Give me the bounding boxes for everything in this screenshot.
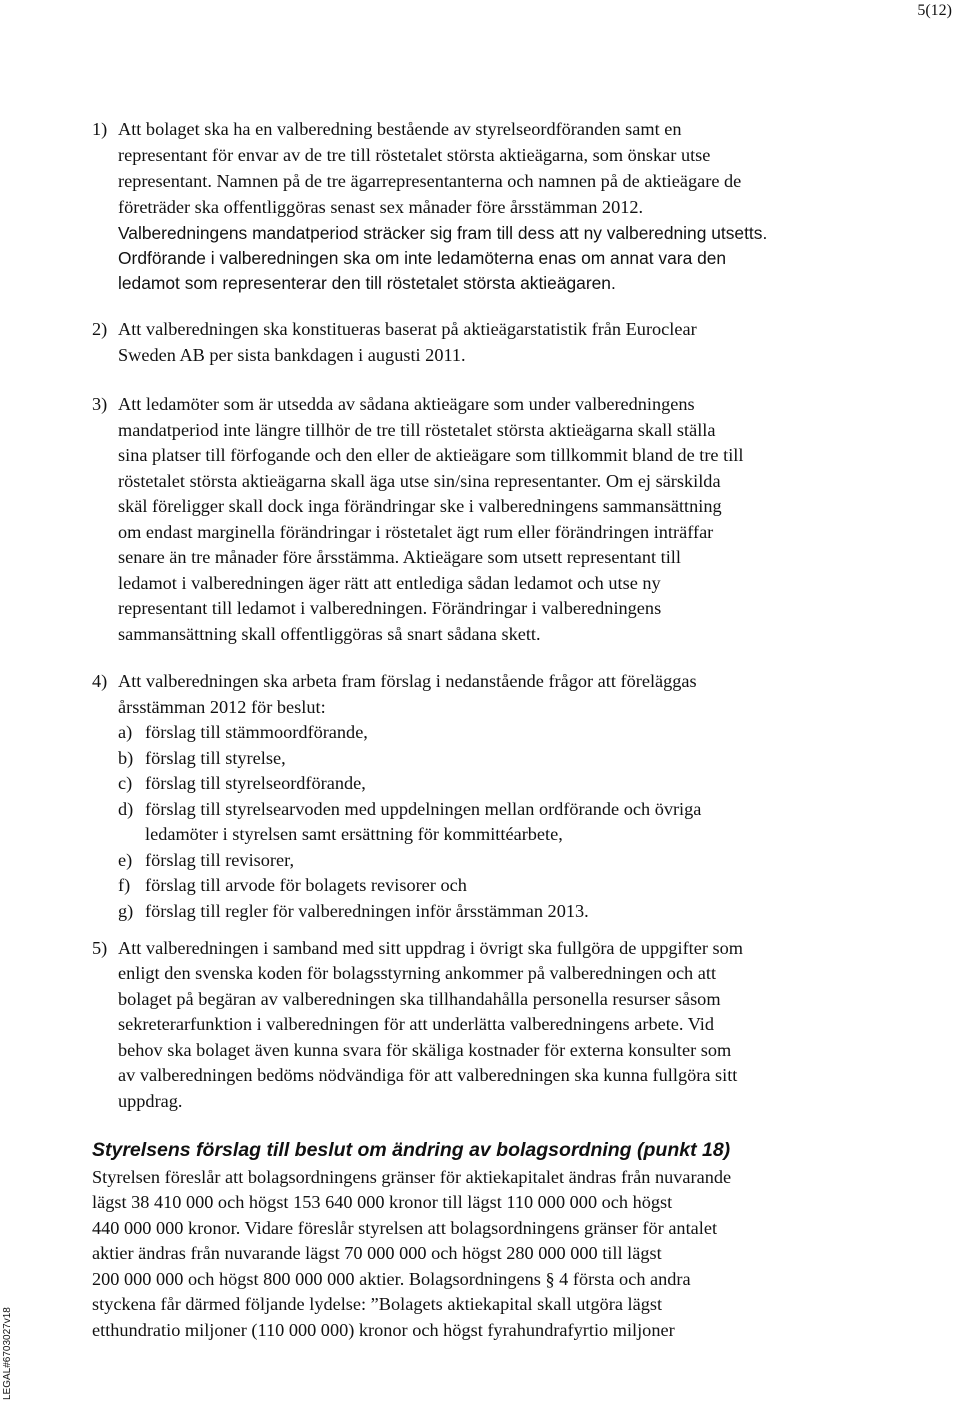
item-line: Att bolaget ska ha en valberedning bestående av styrelseordföranden samt en (118, 119, 682, 139)
item-line: ledamot i valberedningen äger rätt att entlediga sådan ledamot och utse ny (118, 573, 661, 593)
paragraph-line: lägst 38 410 000 och högst 153 640 000 kronor till lägst 110 000 000 och högst (92, 1192, 673, 1212)
item-number: 1) (92, 119, 108, 139)
sub-item-text: ledamöter i styrelsen samt ersättning för kommittéarbete, (145, 824, 563, 844)
paragraph-line: etthundratio miljoner (110 000 000) kronor och högst fyrahundrafyrtio miljoner (92, 1320, 675, 1340)
item-line: Att valberedningen ska konstitueras baserat på aktieägarstatistik från Euroclear (118, 319, 697, 339)
paragraph-line: Styrelsen föreslår att bolagsordningens gränser för aktiekapitalet ändras från nuvarande (92, 1167, 732, 1187)
item-line: Att ledamöter som är utsedda av sådana aktieägare som under valberedningens (118, 394, 695, 414)
paragraph-line: 440 000 000 kronor. Vidare föreslår styrelsen att bolagsordningens gränser för antalet (92, 1218, 718, 1238)
item-line: sammansättning skall offentliggöras så snart sådana skett. (118, 624, 541, 644)
item-line: av valberedningen bedöms nödvändiga för att valberedningen ska kunna fullgöra sitt (118, 1065, 738, 1085)
sub-item-letter: b) (118, 748, 134, 768)
item-line: Sweden AB per sista bankdagen i augusti 2011. (118, 345, 466, 365)
paragraph-line: styckena får därmed följande lydelse: ”Bolagets aktiekapital skall utgöra lägst (92, 1294, 663, 1314)
paragraph-line: 200 000 000 och högst 800 000 000 aktier. Bolagsordningens § 4 första och andra (92, 1269, 691, 1289)
sub-item-letter: a) (118, 722, 133, 742)
sub-item-letter: c) (118, 773, 133, 793)
sub-item-letter: e) (118, 850, 133, 870)
sub-item-letter: g) (118, 901, 134, 921)
item-line: Valberedningens mandatperiod sträcker sig fram till dess att ny valberedning utsetts. (118, 223, 768, 243)
item-line: sina platser till förfogande och den eller de aktieägare som tillkommit bland de tre till (118, 445, 744, 465)
sub-item-text: förslag till styrelse, (145, 748, 286, 768)
paragraph-line: aktier ändras från nuvarande lägst 70 000 000 och högst 280 000 000 till lägst (92, 1243, 662, 1263)
item-line: behov ska bolaget även kunna svara för skäliga kostnader för externa konsulter som (118, 1040, 732, 1060)
item-line: senare än tre månader före årsstämma. Aktieägare som utsett representant till (118, 547, 681, 567)
page-number: 5(12) (917, 2, 952, 19)
sub-item-text: förslag till arvode för bolagets revisorer och (145, 875, 467, 895)
item-line: representant för envar av de tre till röstetalet största aktieägarna, som önskar utse (118, 145, 711, 165)
item-line: ledamot som representerar den till röstetalet största aktieägaren. (118, 273, 616, 293)
side-reference: LEGAL#6703027v18 (2, 1307, 13, 1400)
item-line: Att valberedningen i samband med sitt uppdrag i övrigt ska fullgöra de uppgifter som (118, 938, 743, 958)
item-line: uppdrag. (118, 1091, 183, 1111)
item-number: 2) (92, 319, 108, 339)
sub-item-text: förslag till revisorer, (145, 850, 295, 870)
item-line: representant till ledamot i valberedningen. Förändringar i valberedningens (118, 598, 662, 618)
item-line: skäl föreligger skall dock inga förändringar ske i valberedningens sammansättning (118, 496, 722, 516)
item-line: representant. Namnen på de tre ägarrepresentanterna och namnen på de aktieägare de (118, 171, 742, 191)
sub-item-text: förslag till styrelsearvoden med uppdelningen mellan ordförande och övriga (145, 799, 702, 819)
item-number: 3) (92, 394, 108, 414)
sub-item-letter: f) (118, 875, 131, 895)
item-line: om endast marginella förändringar i röstetalet ägt rum eller förändringen inträffar (118, 522, 714, 542)
item-line: mandatperiod inte längre tillhör de tre till röstetalet största aktieägarna skall ställa (118, 420, 716, 440)
sub-item-text: förslag till stämmoordförande, (145, 722, 368, 742)
section-heading: Styrelsens förslag till beslut om ändring av bolagsordning (punkt 18) (92, 1139, 731, 1161)
sub-item-text: förslag till regler för valberedningen inför årsstämman 2013. (145, 901, 589, 921)
item-line: Att valberedningen ska arbeta fram förslag i nedanstående frågor att föreläggas (118, 671, 697, 691)
item-line: sekreterarfunktion i valberedningen för att underlätta valberedningens arbete. Vid (118, 1014, 715, 1034)
item-line: årsstämman 2012 för beslut: (118, 697, 326, 717)
item-number: 5) (92, 938, 108, 958)
sub-item-text: förslag till styrelseordförande, (145, 773, 366, 793)
item-line: företräder ska offentliggöras senast sex månader före årsstämman 2012. (118, 197, 644, 217)
item-line: enligt den svenska koden för bolagsstyrning ankommer på valberedningen och att (118, 963, 717, 983)
item-line: Ordförande i valberedningen ska om inte ledamöterna enas om annat vara den (118, 248, 727, 268)
item-line: röstetalet största aktieägarna skall äga utse sin/sina representanter. Om ej särskilda (118, 471, 721, 491)
item-line: bolaget på begäran av valberedningen ska tillhandahålla personella resurser såsom (118, 989, 721, 1009)
item-number: 4) (92, 671, 108, 691)
sub-item-letter: d) (118, 799, 134, 819)
